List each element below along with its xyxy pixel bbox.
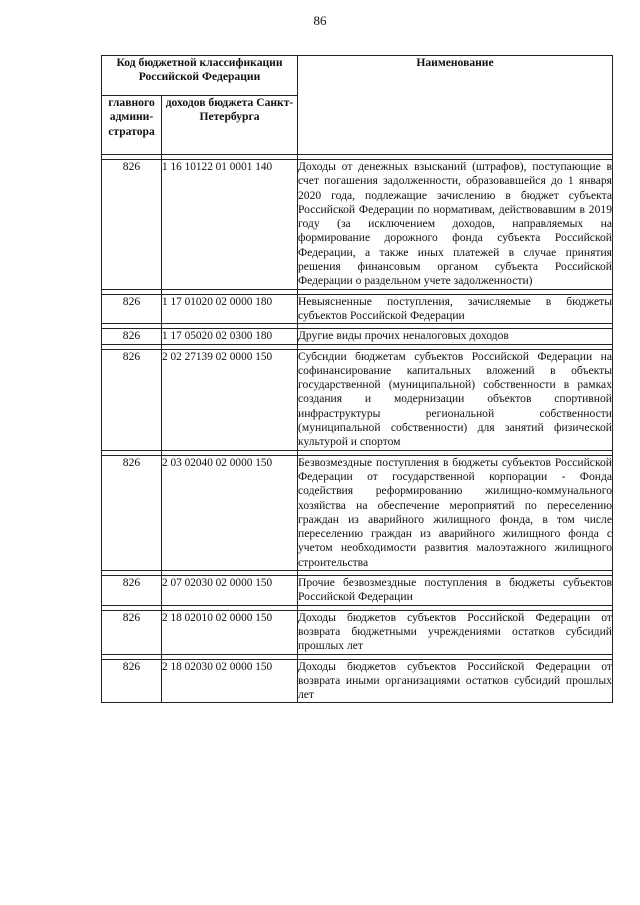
table-row: [102, 160, 613, 290]
income-name: Невыясненные поступления, зачисляемые в бюджеты субъектов Российской Федерации: [298, 294, 612, 322]
table-row: [102, 329, 613, 344]
admin-code: 826: [102, 349, 162, 450]
income-name: Прочие безвозмездные поступления в бюджеты субъектов Российской Федерации: [298, 576, 612, 604]
income-code: 1 17 01020 02 0000 180: [162, 294, 298, 324]
income-code: 2 02 27139 02 0000 150: [162, 349, 298, 450]
admin-code: 826: [102, 160, 162, 290]
income-name: Субсидии бюджетам субъектов Российской Федерации на софинансирование капитальных вложений в объекты государственной (муниципальной) собственности в рамках создания и модернизации объектов спортивной инфраструктуры региональной собственности (муниципальной собственности) для занятий физической культурой и спортом: [298, 349, 612, 449]
admin-code: 826: [102, 294, 162, 324]
income-code: 2 18 02030 02 0000 150: [162, 659, 298, 703]
admin-code: 826: [102, 329, 162, 344]
header-name: Наименование: [298, 56, 613, 155]
table-row: [102, 659, 613, 703]
admin-code: 826: [102, 455, 162, 570]
header-income: доходов бюджета Санкт-Петербурга: [162, 96, 298, 155]
income-name: Безвозмездные поступления в бюджеты субъектов Российской Федерации от государственной корпорации - Фонда содействия реформированию жилищно-коммунального хозяйства на обеспечение мероприятий по переселению граждан из аварийного жилищного фонда, в том числе переселению граждан из аварийного жилищного фонда с учетом необходимости развития малоэтажного жилищного строительства: [298, 455, 612, 569]
admin-code: 826: [102, 610, 162, 654]
income-code: 2 03 02040 02 0000 150: [162, 455, 298, 570]
income-name: Доходы от денежных взысканий (штрафов), поступающие в счет погашения задолженности, образовавшейся до 1 января 2020 года, подлежащие зачислению в бюджет субъекта Российской Федерации по нормативам, действовавшим в 2019 году (за исключением доходов, направляемых на формирование дорожного фонда субъекта Российской Федерации, а также иных платежей в случае принятия решения финансовым органом субъекта Российской Федерации о раздельном учете задолженности): [298, 160, 612, 288]
table-row: [102, 610, 613, 654]
income-code: 1 17 05020 02 0300 180: [162, 329, 298, 344]
income-name: Доходы бюджетов субъектов Российской Федерации от возврата иными организациями остатков субсидий прошлых лет: [298, 659, 612, 702]
income-code: 1 16 10122 01 0001 140: [162, 160, 298, 290]
income-name: Другие виды прочих неналоговых доходов: [298, 329, 613, 344]
table-row: [102, 576, 613, 606]
income-code: 2 18 02010 02 0000 150: [162, 610, 298, 654]
admin-code: 826: [102, 576, 162, 606]
header-code-group: Код бюджетной классификации Российской Федерации: [102, 56, 298, 96]
income-code: 2 07 02030 02 0000 150: [162, 576, 298, 606]
header-admin: главного админи- стратора: [102, 96, 162, 155]
table-row: [102, 455, 613, 570]
page-number: 86: [313, 13, 327, 28]
admin-code: 826: [102, 659, 162, 703]
table-row: [102, 294, 613, 324]
budget-classification-table: [101, 55, 613, 703]
table-row: [102, 349, 613, 450]
income-name: Доходы бюджетов субъектов Российской Федерации от возврата бюджетными учреждениями остатков субсидий прошлых лет: [298, 610, 612, 653]
